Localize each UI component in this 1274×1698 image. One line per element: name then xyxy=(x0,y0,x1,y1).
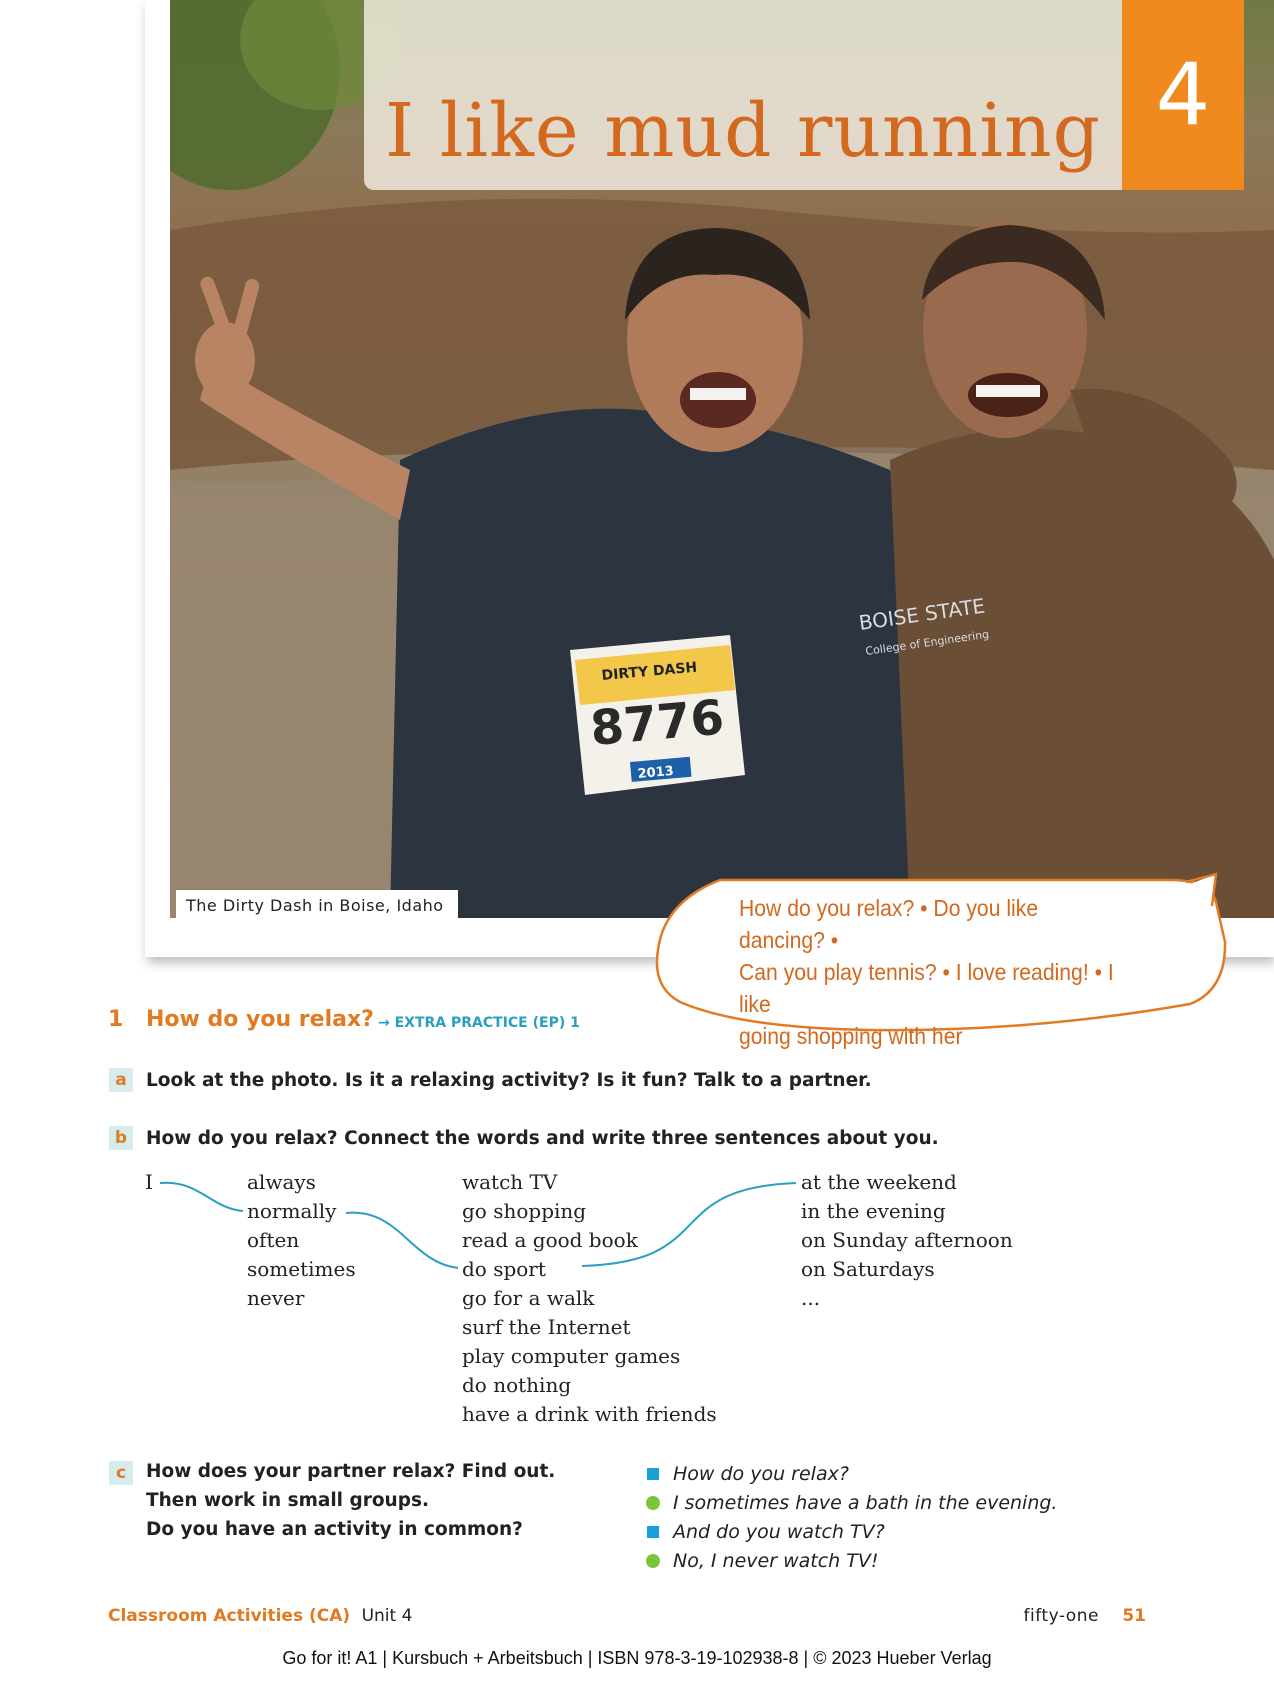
word-activity: go for a walk xyxy=(462,1286,595,1310)
word-activity: do nothing xyxy=(462,1373,572,1397)
connector-sport-weekend xyxy=(582,1183,796,1266)
photo-caption: The Dirty Dash in Boise, Idaho xyxy=(176,890,458,922)
word-activity: do sport xyxy=(462,1257,546,1281)
shirt-logo: BOISE STATE xyxy=(857,593,987,635)
bubble-line: Can you play tennis? • I love reading! • I like xyxy=(739,959,1114,1017)
footer-section-name: Classroom Activities (CA) xyxy=(108,1606,351,1626)
square-bullet-icon xyxy=(647,1468,659,1480)
footer-page-number: 51 xyxy=(1122,1606,1146,1626)
word-time: on Saturdays xyxy=(801,1257,935,1281)
word-activity: play computer games xyxy=(462,1344,681,1368)
word-frequency: often xyxy=(247,1228,300,1252)
dialog-line xyxy=(645,1459,1057,1488)
dialog-text: And do you watch TV? xyxy=(673,1520,885,1543)
dot-bullet-icon xyxy=(646,1554,660,1568)
task-b-letter: b xyxy=(109,1126,133,1150)
bib-number: 8776 xyxy=(588,689,727,757)
exercise-number: 1 xyxy=(108,1007,124,1032)
task-a-letter: a xyxy=(109,1068,133,1092)
word-activity: surf the Internet xyxy=(462,1315,631,1339)
dialog-text: How do you relax? xyxy=(673,1462,849,1485)
copyright-line: Go for it! A1 | Kursbuch + Arbeitsbuch | ISBN 978-3-19-102938-8 | © 2023 Hueber Verlag xyxy=(282,1648,992,1668)
word-subject: I xyxy=(145,1170,153,1194)
dialog-text: No, I never watch TV! xyxy=(673,1549,879,1572)
footer-page-word: fifty-one xyxy=(1023,1606,1099,1626)
extra-practice-link[interactable]: → EXTRA PRACTICE (EP) 1 xyxy=(378,1015,580,1031)
word-frequency: sometimes xyxy=(247,1257,356,1281)
task-a-text: Look at the photo. Is it a relaxing activity? Is it fun? Talk to a partner. xyxy=(146,1070,872,1091)
bib-year: 2013 xyxy=(637,763,675,782)
word-time: in the evening xyxy=(801,1199,946,1223)
word-frequency: normally xyxy=(247,1199,337,1223)
word-activity: watch TV xyxy=(462,1170,558,1194)
word-frequency: never xyxy=(247,1286,305,1310)
task-c-letter: c xyxy=(109,1461,133,1485)
footer-section xyxy=(108,1606,412,1626)
task-b-text: How do you relax? Connect the words and write three sentences about you. xyxy=(146,1128,939,1149)
connector-i-normally xyxy=(160,1183,243,1211)
bubble-line: going shopping with her xyxy=(739,1023,963,1049)
bib-event: DIRTY DASH xyxy=(600,659,698,684)
word-activity: go shopping xyxy=(462,1199,587,1223)
word-time: at the weekend xyxy=(801,1170,957,1194)
dialog-line xyxy=(645,1517,1057,1546)
word-activity: read a good book xyxy=(462,1228,638,1252)
square-bullet-icon xyxy=(647,1526,659,1538)
footer-page xyxy=(1024,1606,1146,1626)
dialog-line xyxy=(645,1488,1057,1517)
task-c-line: How does your partner relax? Find out. xyxy=(146,1461,556,1482)
connector-normally-sport xyxy=(346,1213,458,1268)
dialog-text: I sometimes have a bath in the evening. xyxy=(673,1491,1058,1514)
dialog-line xyxy=(645,1546,1057,1575)
word-time: on Sunday afternoon xyxy=(801,1228,1013,1252)
example-dialog xyxy=(645,1459,1057,1575)
dot-bullet-icon xyxy=(646,1496,660,1510)
task-c-line: Do you have an activity in common? xyxy=(146,1519,523,1540)
bubble-line: How do you relax? • Do you like dancing? • xyxy=(739,895,1039,953)
page-title: I like mud running xyxy=(385,88,1102,174)
exercise-title: How do you relax? xyxy=(146,1007,374,1032)
word-time: ... xyxy=(801,1286,821,1310)
shirt-sublogo: College of Engineering xyxy=(864,627,990,658)
unit-number-badge: 4 xyxy=(1122,0,1244,190)
task-c-line: Then work in small groups. xyxy=(146,1490,429,1511)
word-activity: have a drink with friends xyxy=(462,1402,717,1426)
footer-unit: Unit 4 xyxy=(361,1606,413,1626)
word-frequency: always xyxy=(247,1170,316,1194)
